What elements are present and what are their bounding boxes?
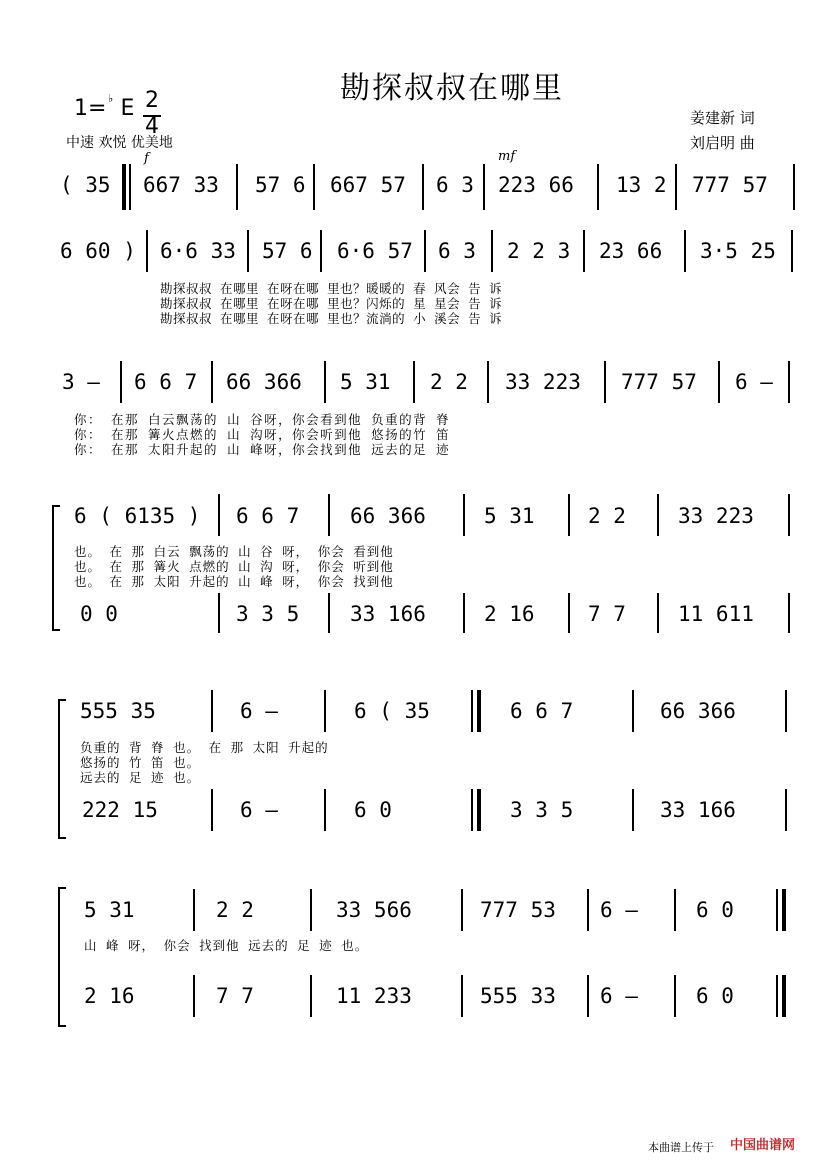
measure: 33 223	[678, 504, 754, 528]
lyric-verse-2: 也。 在 那 篝火 点燃的 山 沟 呀， 你会 听到他	[74, 559, 394, 574]
measure: 6 0	[696, 984, 734, 1008]
measure: 3·5 25	[700, 239, 776, 263]
measure: 33 223	[505, 370, 581, 394]
measure: 777 53	[480, 898, 556, 922]
lyric-verse-1: 你： 在那 白云飘荡的 山 谷呀，你会看到他 负重的背 脊	[74, 412, 451, 427]
barline	[785, 690, 787, 732]
measure: 6 3	[436, 173, 474, 197]
lyric-verse-1: 山 峰 呀， 你会 找到他 远去的 足 迹 也。	[84, 938, 369, 953]
measure: 555 33	[480, 984, 556, 1008]
measure: 6 —	[735, 370, 773, 394]
barline	[424, 230, 426, 272]
measure: 555 35	[80, 699, 156, 723]
site-logo[interactable]: 中国曲谱网	[730, 1138, 796, 1153]
barline	[568, 593, 570, 633]
lyric-verse-2: 勘探叔叔 在哪里 在呀在哪 里也？闪烁的 星 星会 告 诉	[160, 296, 503, 311]
measure: 6 3	[438, 239, 476, 263]
barline	[461, 975, 463, 1017]
measure: 2 2 3	[507, 239, 571, 263]
barline	[788, 593, 790, 633]
barline	[587, 975, 589, 1017]
barline	[657, 593, 659, 633]
measure: 2 2	[216, 898, 254, 922]
barline	[461, 889, 463, 931]
measure: 66 366	[226, 370, 302, 394]
measure: 777 57	[621, 370, 697, 394]
measure: 6 —	[600, 984, 638, 1008]
barline	[310, 975, 312, 1017]
composer-credit: 刘启明 曲	[690, 134, 755, 152]
barline	[320, 230, 322, 272]
system-bracket	[52, 505, 60, 631]
lyricist-credit: 姜建新 词	[690, 109, 755, 127]
barline	[463, 593, 465, 633]
lyric-verse-2: 悠扬的 竹 笛 也。	[80, 755, 201, 770]
lyric-verse-3: 你： 在那 太阳升起的 山 峰呀，你会找到他 远去的足 迹	[74, 442, 451, 457]
barline	[487, 361, 489, 403]
barline	[675, 164, 677, 210]
measure: 6 0	[696, 898, 734, 922]
barline	[324, 789, 326, 831]
barline	[604, 361, 606, 403]
barline	[218, 494, 220, 536]
barline	[422, 164, 424, 210]
barline	[483, 164, 485, 210]
final-bar	[782, 889, 786, 931]
final-bar	[782, 975, 786, 1017]
measure: 6 60 )	[60, 239, 136, 263]
song-title: 勘探叔叔在哪里	[340, 71, 564, 106]
barline	[193, 889, 195, 931]
measure: 3 3 5	[236, 602, 300, 626]
key-prefix: 1=	[74, 96, 107, 121]
barline	[211, 690, 213, 732]
barline	[657, 494, 659, 536]
barline	[684, 230, 686, 272]
barline	[583, 230, 585, 272]
measure: 0 0	[80, 602, 118, 626]
tempo-marking: 中速 欢悦 优美地	[66, 135, 173, 151]
measure: 777 57	[692, 173, 768, 197]
time-sig-top: 2	[145, 88, 159, 113]
measure: ( 35	[60, 173, 111, 197]
measure: 6 ( 35	[354, 699, 430, 723]
measure: 13 2	[616, 173, 667, 197]
barline	[674, 889, 676, 931]
measure: 6 ( 6135 )	[74, 504, 201, 528]
lyric-verse-3: 远去的 足 迹 也。	[80, 770, 201, 785]
system-bracket	[58, 887, 66, 1027]
key-note: E	[120, 96, 135, 121]
measure: 2 2	[588, 504, 626, 528]
measure: 6 6 7	[134, 370, 198, 394]
measure: 6 6 7	[236, 504, 300, 528]
measure: 33 566	[336, 898, 412, 922]
measure: 6·6 57	[337, 239, 413, 263]
measure: 5 31	[340, 370, 391, 394]
lyric-verse-1: 勘探叔叔 在哪里 在呀在哪 里也？暖暖的 春 风会 告 诉	[160, 281, 503, 296]
measure: 33 166	[660, 798, 736, 822]
measure: 667 57	[330, 173, 406, 197]
system-bracket	[58, 699, 66, 839]
measure: 66 366	[660, 699, 736, 723]
barline	[236, 164, 238, 210]
key-signature	[74, 98, 134, 120]
measure: 66 366	[350, 504, 426, 528]
barline	[793, 164, 795, 210]
dynamic-forte: f	[144, 151, 149, 166]
measure: 7 7	[588, 602, 626, 626]
barline	[788, 361, 790, 403]
measure: 6 —	[240, 699, 278, 723]
measure: 223 66	[498, 173, 574, 197]
barline	[491, 230, 493, 272]
measure: 3 —	[62, 370, 100, 394]
measure: 3 3 5	[510, 798, 574, 822]
barline	[597, 164, 599, 210]
barline	[788, 494, 790, 536]
barline	[324, 361, 326, 403]
measure: 2 16	[84, 984, 135, 1008]
flat-sign: ♭	[108, 92, 114, 105]
barline	[313, 164, 315, 210]
barline	[718, 361, 720, 403]
barline	[776, 975, 778, 1017]
measure: 2 16	[484, 602, 535, 626]
barline	[310, 889, 312, 931]
measure: 6 —	[240, 798, 278, 822]
barline	[632, 789, 634, 831]
measure: 23 66	[599, 239, 663, 263]
repeat-bar	[477, 789, 481, 831]
barline	[146, 230, 148, 272]
measure: 2 2	[430, 370, 468, 394]
barline	[785, 789, 787, 831]
measure: 6 0	[354, 798, 392, 822]
lyric-verse-1: 也。 在 那 白云 飘荡的 山 谷 呀， 你会 看到他	[74, 544, 394, 559]
measure: 6·6 33	[160, 239, 236, 263]
measure: 5 31	[84, 898, 135, 922]
barline	[328, 494, 330, 536]
lyric-verse-2: 你： 在那 篝火点燃的 山 沟呀，你会听到他 悠扬的竹 笛	[74, 427, 451, 442]
lyric-verse-3: 勘探叔叔 在哪里 在呀在哪 里也？流淌的 小 溪会 告 诉	[160, 311, 503, 326]
barline	[211, 361, 213, 403]
barline	[328, 593, 330, 633]
dynamic-mezzo-forte: mf	[498, 149, 516, 164]
barline	[193, 975, 195, 1017]
barline	[324, 690, 326, 732]
measure: 11 233	[336, 984, 412, 1008]
barline	[471, 690, 473, 732]
measure: 6 —	[600, 898, 638, 922]
barline	[471, 789, 473, 831]
barline	[247, 230, 249, 272]
barline	[413, 361, 415, 403]
measure: 222 15	[82, 798, 158, 822]
lyric-verse-3: 也。 在 那 太阳 升起的 山 峰 呀， 你会 找到他	[74, 574, 394, 589]
barline	[120, 361, 122, 403]
barline	[568, 494, 570, 536]
repeat-bar	[122, 164, 126, 210]
barline	[674, 975, 676, 1017]
measure: 11 611	[678, 602, 754, 626]
barline	[218, 593, 220, 633]
barline	[463, 494, 465, 536]
repeat-bar	[477, 690, 481, 732]
footer-upload-note: 本曲谱上传于	[648, 1141, 714, 1154]
lyric-verse-1: 负重的 背 脊 也。 在 那 太阳 升起的	[80, 740, 329, 755]
measure: 57 6	[255, 173, 306, 197]
time-sig-bottom: 4	[145, 114, 159, 139]
barline	[587, 889, 589, 931]
measure: 5 31	[484, 504, 535, 528]
measure: 7 7	[216, 984, 254, 1008]
measure: 57 6	[262, 239, 313, 263]
repeat-bar	[129, 164, 131, 210]
measure: 6 6 7	[510, 699, 574, 723]
barline	[211, 789, 213, 831]
barline	[776, 889, 778, 931]
measure: 33 166	[350, 602, 426, 626]
measure: 667 33	[143, 173, 219, 197]
barline	[791, 230, 793, 272]
barline	[632, 690, 634, 732]
